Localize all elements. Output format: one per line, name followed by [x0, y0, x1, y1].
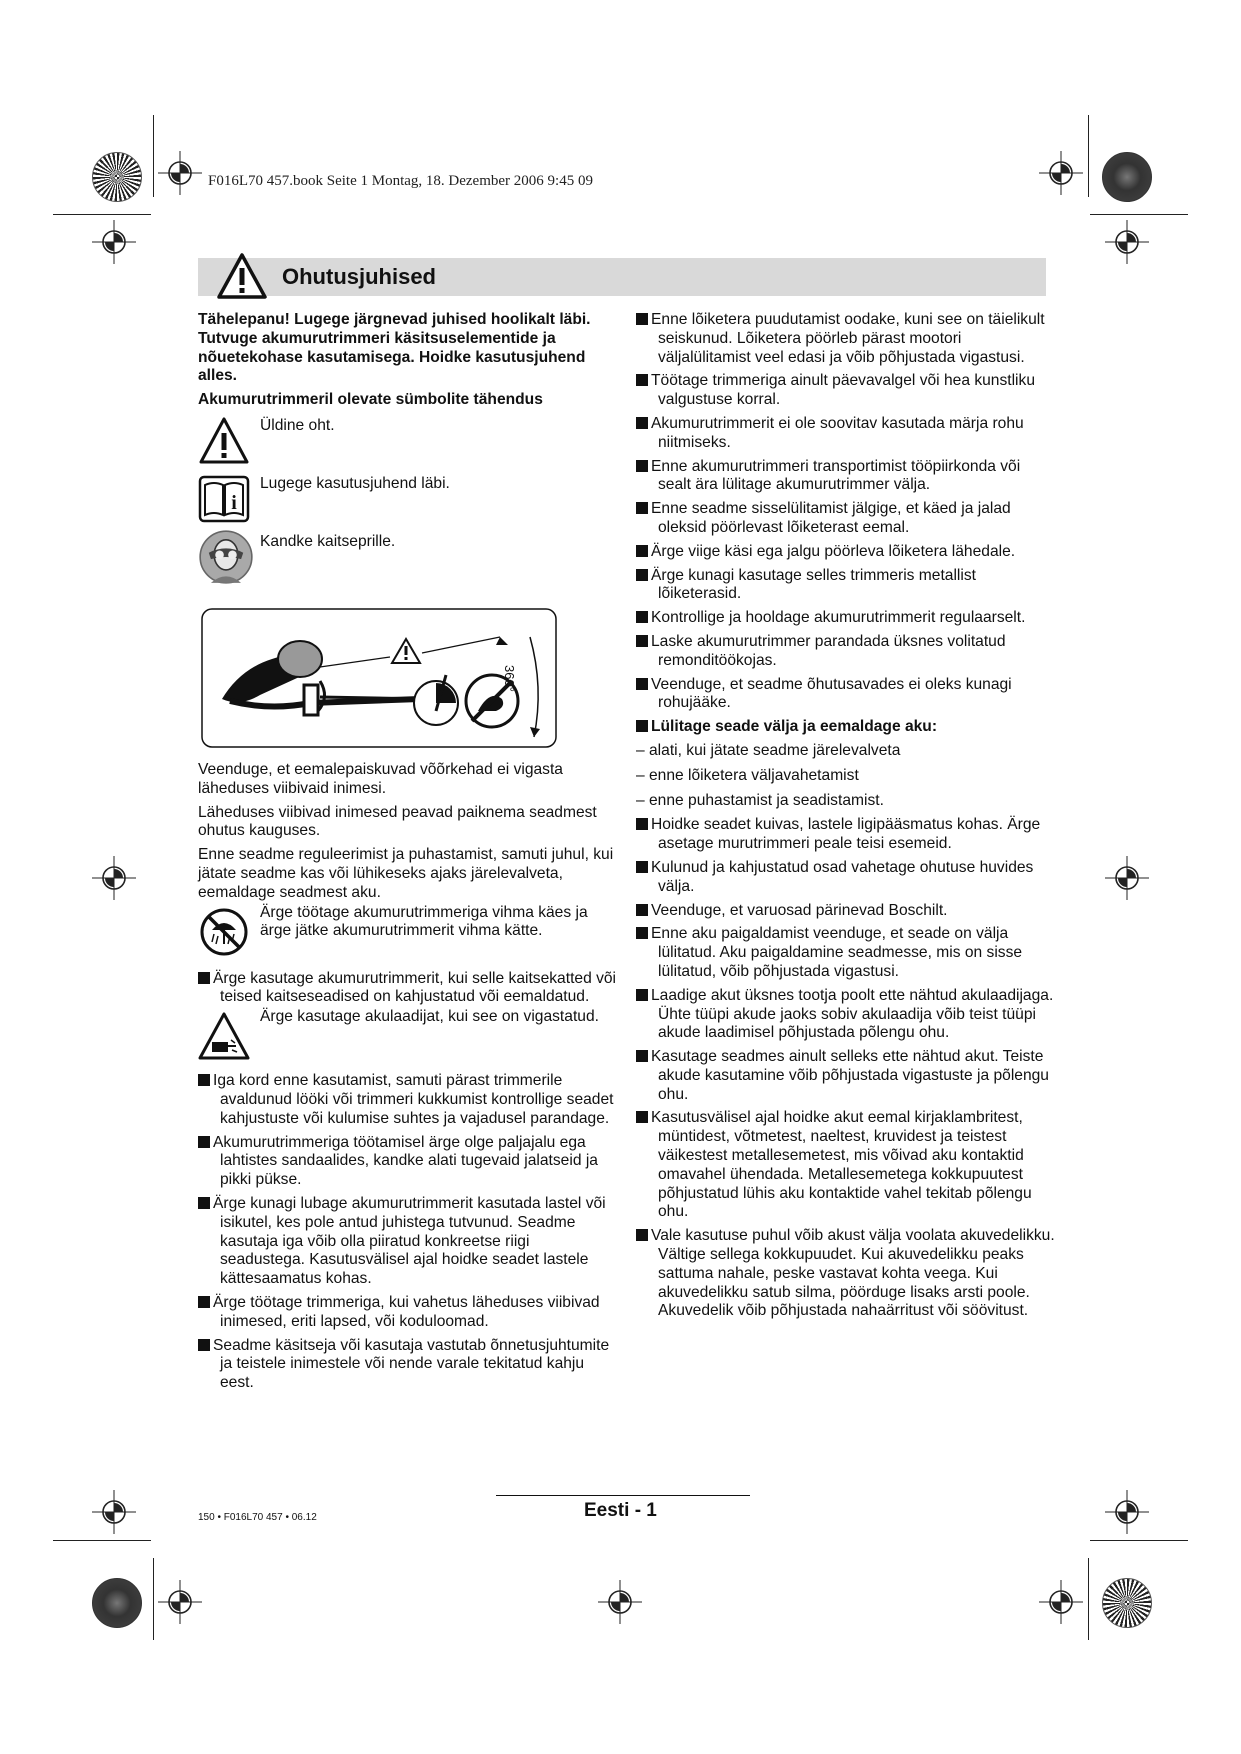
bullet-square-icon [636, 989, 648, 1001]
bullet-text: Akumurutrimmeriga töötamisel ärge olge paljajalu ega lahtistes sandaalides, kandke alati tugevaid jalatseid ja pikki pükse. [213, 1133, 598, 1189]
paragraph: Läheduses viibivad inimesed peavad paiknema seadmest ohutus kauguses. [198, 803, 597, 840]
symbol-row [198, 415, 618, 471]
bullet-text: Seadme käsitseja või kasutaja vastutab õnnetusjuhtumite ja teistele inimestele või nende varale tekitatud kahju eest. [213, 1336, 610, 1392]
bullet-item [198, 1195, 618, 1289]
warning-triangle-icon [216, 252, 268, 300]
printer-gray-wheel-icon [92, 1578, 142, 1628]
bullet-item [636, 925, 1056, 981]
paragraph: Veenduge, et eemalepaiskuvad võõrkehad ei vigasta läheduses viibivaid inimesi. [198, 760, 563, 797]
bullet-text: Ärge kasutage akumurutrimmerit, kui selle kaitsekatted või teised kaitseseadised on kahjustatud või eemaldatud. [213, 969, 617, 1006]
bullet-square-icon [636, 927, 648, 939]
bullet-text: Ärge viige käsi ega jalgu pöörleva lõiketera lähedale. [651, 542, 1016, 560]
registration-mark-icon [92, 1490, 136, 1534]
bullet-item [636, 816, 1056, 854]
print-slug: F016L70 457.book Seite 1 Montag, 18. Dezember 2006 9:45 09 [208, 173, 593, 189]
svg-text:i: i [231, 491, 237, 514]
manual-book-icon [198, 473, 250, 525]
charger-warning-row [198, 1008, 618, 1060]
charger-warning-text: Ärge kasutage akulaadijat, kui see on vigastatud. [260, 1008, 599, 1026]
printer-star-wheel-icon [92, 152, 142, 202]
bullet-text: Ärge kunagi kasutage selles trimmeris metallist lõiketerasid. [651, 566, 976, 603]
bullet-text: Kulunud ja kahjustatud osad vahetage ohutuse huvides välja. [651, 858, 1034, 895]
bullet-square-icon [198, 972, 210, 984]
bullet-text: Vale kasutuse puhul võib akust välja voolata akuvedelikku. Vältige sellega kokkupuudet. Kui akuvedelikku peaks sattuma nahale, peske vastavat kohta veega. Kui akuvedelikku satub silma, pöörduge lisaks arsti poole. Akuvedelik võib põhjustada nahaärritust või söövitust. [651, 1227, 1055, 1320]
crop-mark [53, 214, 151, 215]
bullet-square-icon [636, 818, 648, 830]
crop-mark [1090, 214, 1188, 215]
footer-code: 150 • F016L70 457 • 06.12 [198, 1512, 317, 1523]
bullet-square-icon [636, 374, 648, 386]
bullet-item [636, 415, 1056, 453]
bullet-square-icon [198, 1296, 210, 1308]
section-title: Ohutusjuhised [282, 264, 436, 289]
bullet-text: Laadige akut üksnes tootja poolt ette nähtud akulaadijaga. Ühte tüüpi akude jaoks sobiv akulaadija võib teist tüüpi akude laadimisel põhjustada põlengu ohu. [651, 986, 1054, 1042]
bullet-square-icon [636, 313, 648, 325]
bullet-text: Ärge kunagi lubage akumurutrimmerit kasutada lastel või isikutel, kes pole antud juhistega tutvunud. Seadme kasutaja iga võib olla piiratud konkreetse riigi seadustega. Kasutusvälisel ajal hoidke seadet lastele kättesaamatus kohas. [213, 1194, 606, 1288]
bullet-square-icon [636, 611, 648, 623]
dash-item: – alati, kui jätate seadme järelevalveta [636, 741, 901, 759]
bullet-item-bold [636, 718, 1056, 737]
bullet-text: Akumurutrimmerit ei ole soovitav kasutada märja rohu niitmiseks. [651, 414, 1024, 451]
bullet-square-icon [636, 861, 648, 873]
bullet-square-icon [198, 1136, 210, 1148]
left-column [198, 311, 618, 1398]
bullet-item [198, 970, 618, 1008]
footer-rule [496, 1495, 750, 1496]
bullet-text: Töötage trimmeriga ainult päevavalgel või hea kunstliku valgustuse korral. [651, 372, 1035, 409]
bullet-item [636, 609, 1056, 628]
bullet-square-icon [636, 417, 648, 429]
bullet-text: Hoidke seadet kuivas, lastele ligipääsmatus kohas. Ärge asetage murutrimmeri peale teisi esemeid. [651, 816, 1041, 853]
page-number: Eesti - 1 [584, 1500, 657, 1521]
right-column [636, 311, 1056, 1326]
bullet-text: Kasutusvälisel ajal hoidke akut eemal kirjaklambritest, müntidest, võtmetest, naeltest, kruvidest ja teistest väikestest metallesemetest, mis võivad aku kontaktid omavahel ühendada. Metallesemetega kokkupuutest põhjustatud lühis aku kontaktide vahel tekitab põlengu ohu. [651, 1109, 1032, 1221]
bullet-text: Veenduge, et varuosad pärinevad Boschilt. [651, 901, 948, 919]
symbol-row [198, 531, 618, 593]
intro-warning: Tähelepanu! Lugege järgnevad juhised hoolikalt läbi. Tutvuge akumurutrimmeri käsitsuselementide ja nõuetekohase kasutamisega. Hoidke kasutusjuhend alles. [198, 311, 591, 385]
bullet-square-icon [636, 678, 648, 690]
safety-glasses-icon [198, 529, 254, 585]
bullet-item [198, 1134, 618, 1190]
registration-mark-icon [92, 856, 136, 900]
bullet-square-icon [636, 635, 648, 647]
rotation-label: 360° [502, 664, 517, 692]
bullet-text: Enne seadme sisselülitamist jälgige, et käed ja jalad oleksid pöörlevast lõiketerast eemal. [651, 500, 1011, 536]
bullet-text: Ärge töötage trimmeriga, kui vahetus läheduses viibivad inimesed, eriti lapsed, või koduloomad. [213, 1293, 600, 1330]
bullet-text: Lülitage seade välja ja eemaldage aku: [651, 718, 938, 736]
bullet-item [636, 1109, 1056, 1222]
bullet-item [636, 372, 1056, 410]
dash-item: – enne lõiketera väljavahetamist [636, 766, 859, 784]
bullet-item [198, 1294, 618, 1332]
damaged-charger-icon [198, 1010, 250, 1062]
bullet-item [636, 859, 1056, 897]
bullet-item [636, 543, 1056, 562]
registration-mark-icon [158, 1580, 202, 1624]
registration-mark-icon [1039, 151, 1083, 195]
printer-star-wheel-icon [1102, 1578, 1152, 1628]
bullet-item [636, 311, 1056, 367]
crop-mark [1088, 1558, 1089, 1640]
symbols-heading: Akumurutrimmeril olevate sümbolite tähendus [198, 391, 543, 409]
bullet-text: Veenduge, et seadme õhutusavades ei oleks kunagi rohujääke. [651, 675, 1012, 712]
crop-mark [53, 1540, 151, 1541]
registration-mark-icon [1105, 856, 1149, 900]
bullet-item [636, 676, 1056, 714]
rain-warning-text: Ärge töötage akumurutrimmeriga vihma käes ja ärge jätke akumurutrimmerit vihma kätte. [260, 903, 588, 940]
dash-item: – enne puhastamist ja seadistamist. [636, 791, 884, 809]
registration-mark-icon [598, 1580, 642, 1624]
bullet-item [636, 633, 1056, 671]
registration-mark-icon [92, 220, 136, 264]
paragraph: Enne seadme reguleerimist ja puhastamist, samuti juhul, kui jätate seadme kas või lühikeseks ajaks järelevalveta, eemaldage seadmest aku. [198, 846, 614, 901]
printer-gray-wheel-icon [1102, 152, 1152, 202]
bullet-item [636, 902, 1056, 921]
bullet-item [636, 1227, 1056, 1321]
crop-mark [1090, 1540, 1188, 1541]
bullet-item [198, 1072, 618, 1128]
symbol-text: Kandke kaitseprille. [260, 532, 396, 550]
bullet-item [636, 500, 1056, 538]
bullet-text: Enne aku paigaldamist veenduge, et seade on välja lülitatud. Aku paigaldamine seadmesse, mis on sisse lülitatud, võib põhjustada vigastusi. [651, 925, 1023, 980]
bullet-square-icon [198, 1197, 210, 1209]
bullet-square-icon [636, 904, 648, 916]
bullet-square-icon [636, 1111, 648, 1123]
warning-triangle-icon [198, 415, 250, 467]
crop-mark [1088, 115, 1089, 197]
bullet-square-icon [636, 502, 648, 514]
bullet-square-icon [636, 460, 648, 472]
rain-warning-row [198, 904, 618, 956]
crop-mark [153, 1558, 154, 1640]
no-rain-icon [198, 906, 250, 958]
bullet-text: Laske akumurutrimmer parandada üksnes volitatud remonditöökojas. [651, 632, 1006, 669]
bullet-square-icon [636, 1229, 648, 1241]
symbol-text: Lugege kasutusjuhend läbi. [260, 474, 450, 492]
bullet-text: Enne lõiketera puudutamist oodake, kuni see on täielikult seiskunud. Lõiketera pöörleb pärast mootori väljalülitamist veel edasi ja võib põhjustada vigastusi. [651, 311, 1045, 366]
bullet-square-icon [636, 545, 648, 557]
bullet-square-icon [636, 569, 648, 581]
bullet-item [636, 458, 1056, 496]
bullet-text: Kontrollige ja hooldage akumurutrimmerit regulaarselt. [651, 609, 1026, 627]
registration-mark-icon [1039, 1580, 1083, 1624]
bullet-text: Enne akumurutrimmeri transportimist tööpiirkonda või sealt ära lülitage akumurutrimmer välja. [651, 457, 1021, 494]
trimmer-warning-diagram [200, 607, 560, 751]
registration-mark-icon [158, 151, 202, 195]
registration-mark-icon [1105, 220, 1149, 264]
bullet-item [636, 567, 1056, 605]
crop-mark [153, 115, 154, 197]
bullet-text: Kasutage seadmes ainult selleks ette nähtud akut. Teiste akude kasutamine võib põhjustada vigastuste ja põlengu ohu. [651, 1048, 1049, 1103]
bullet-square-icon [636, 1050, 648, 1062]
bullet-square-icon [198, 1339, 210, 1351]
registration-mark-icon [1105, 1490, 1149, 1534]
bullet-item [636, 1048, 1056, 1104]
bullet-item [636, 987, 1056, 1043]
bullet-square-icon [636, 720, 648, 732]
symbol-text: Üldine oht. [260, 416, 335, 434]
symbol-row [198, 473, 618, 529]
bullet-text: Iga kord enne kasutamist, samuti pärast trimmerile avaldunud lööki või trimmeri kukkumist kontrollige seadet kahjustuste või kulumise suhtes ja vajadusel parandage. [213, 1072, 614, 1127]
bullet-square-icon [198, 1074, 210, 1086]
bullet-item [198, 1337, 618, 1393]
